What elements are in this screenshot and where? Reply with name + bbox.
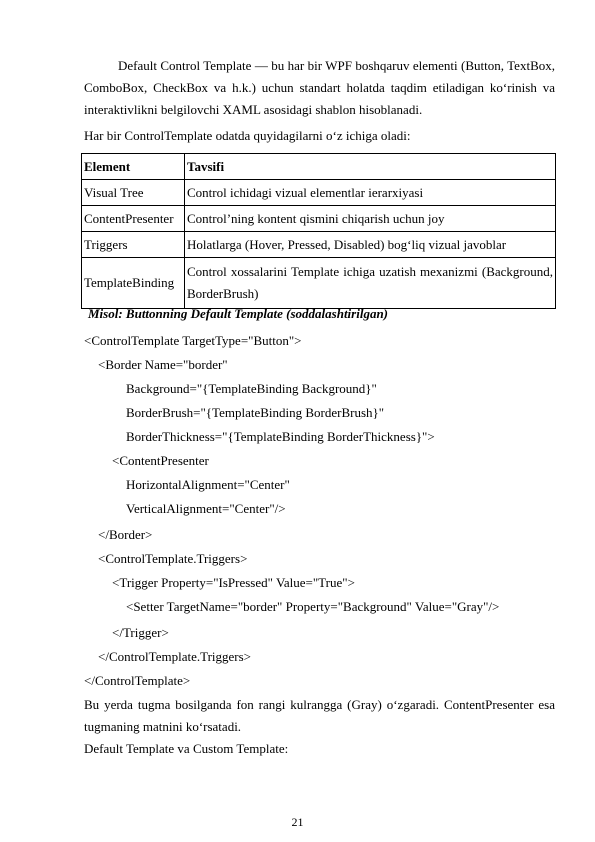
code-line: </ControlTemplate>	[84, 673, 191, 688]
table-cell-element: TemplateBinding	[82, 258, 185, 309]
intro-paragraph: Default Control Template — bu har bir WPF boshqaruv elementi (Button, TextBox, ComboBox, CheckBox va h.k.) uchun standart holatda taqdim etiladigan ko‘rinish va interaktivlikni belgilovchi XAML asosidagi shablon hisoblanadi.	[84, 58, 555, 118]
table-header-row	[82, 154, 556, 180]
table-cell-description: Control’ning kontent qismini chiqarish uchun joy	[185, 206, 556, 232]
table-row	[82, 180, 556, 206]
code-line: </Trigger>	[112, 625, 169, 640]
example-title: Misol: Buttonning Default Template (soddalashtirilgan)	[88, 306, 389, 321]
template-parts-table	[81, 153, 556, 309]
table-row	[82, 258, 556, 309]
table-cell-element: Triggers	[82, 232, 185, 258]
code-line: <ControlTemplate.Triggers>	[98, 551, 248, 566]
table-intro: Har bir ControlTemplate odatda quyidagilarni o‘z ichiga oladi:	[84, 128, 411, 143]
code-line: <ControlTemplate TargetType="Button">	[84, 333, 302, 348]
table-row	[82, 232, 556, 258]
code-line: <Trigger Property="IsPressed" Value="True">	[112, 575, 355, 590]
code-line: <Border Name="border"	[98, 357, 228, 372]
table-cell-element: Visual Tree	[82, 180, 185, 206]
code-line: BorderThickness="{TemplateBinding BorderThickness}">	[126, 429, 435, 444]
code-line: </Border>	[98, 527, 153, 542]
table-header-element: Element	[82, 154, 185, 180]
explanation-paragraph: Bu yerda tugma bosilganda fon rangi kulrangga (Gray) o‘zgaradi. ContentPresenter esa tugmaning matnini ko‘rsatadi.	[84, 697, 555, 735]
code-line: BorderBrush="{TemplateBinding BorderBrush}"	[126, 405, 385, 420]
code-line: <Setter TargetName="border" Property="Background" Value="Gray"/>	[126, 599, 500, 614]
code-line: VerticalAlignment="Center"/>	[126, 501, 286, 516]
code-line: Background="{TemplateBinding Background}"	[126, 381, 377, 396]
code-line: </ControlTemplate.Triggers>	[98, 649, 252, 664]
table-cell-description: Control ichidagi vizual elementlar ierarxiyasi	[185, 180, 556, 206]
last-line: Default Template va Custom Template:	[84, 741, 289, 756]
table-cell-element: ContentPresenter	[82, 206, 185, 232]
table-header-description: Tavsifi	[185, 154, 556, 180]
table-cell-description: Holatlarga (Hover, Pressed, Disabled) bog‘liq vizual javoblar	[185, 232, 556, 258]
code-line: <ContentPresenter	[112, 453, 209, 468]
table-row	[82, 206, 556, 232]
table-cell-description: Control xossalarini Template ichiga uzatish mexanizmi (Background, BorderBrush)	[185, 258, 556, 309]
page-number: 21	[291, 815, 304, 829]
code-line: HorizontalAlignment="Center"	[126, 477, 290, 492]
